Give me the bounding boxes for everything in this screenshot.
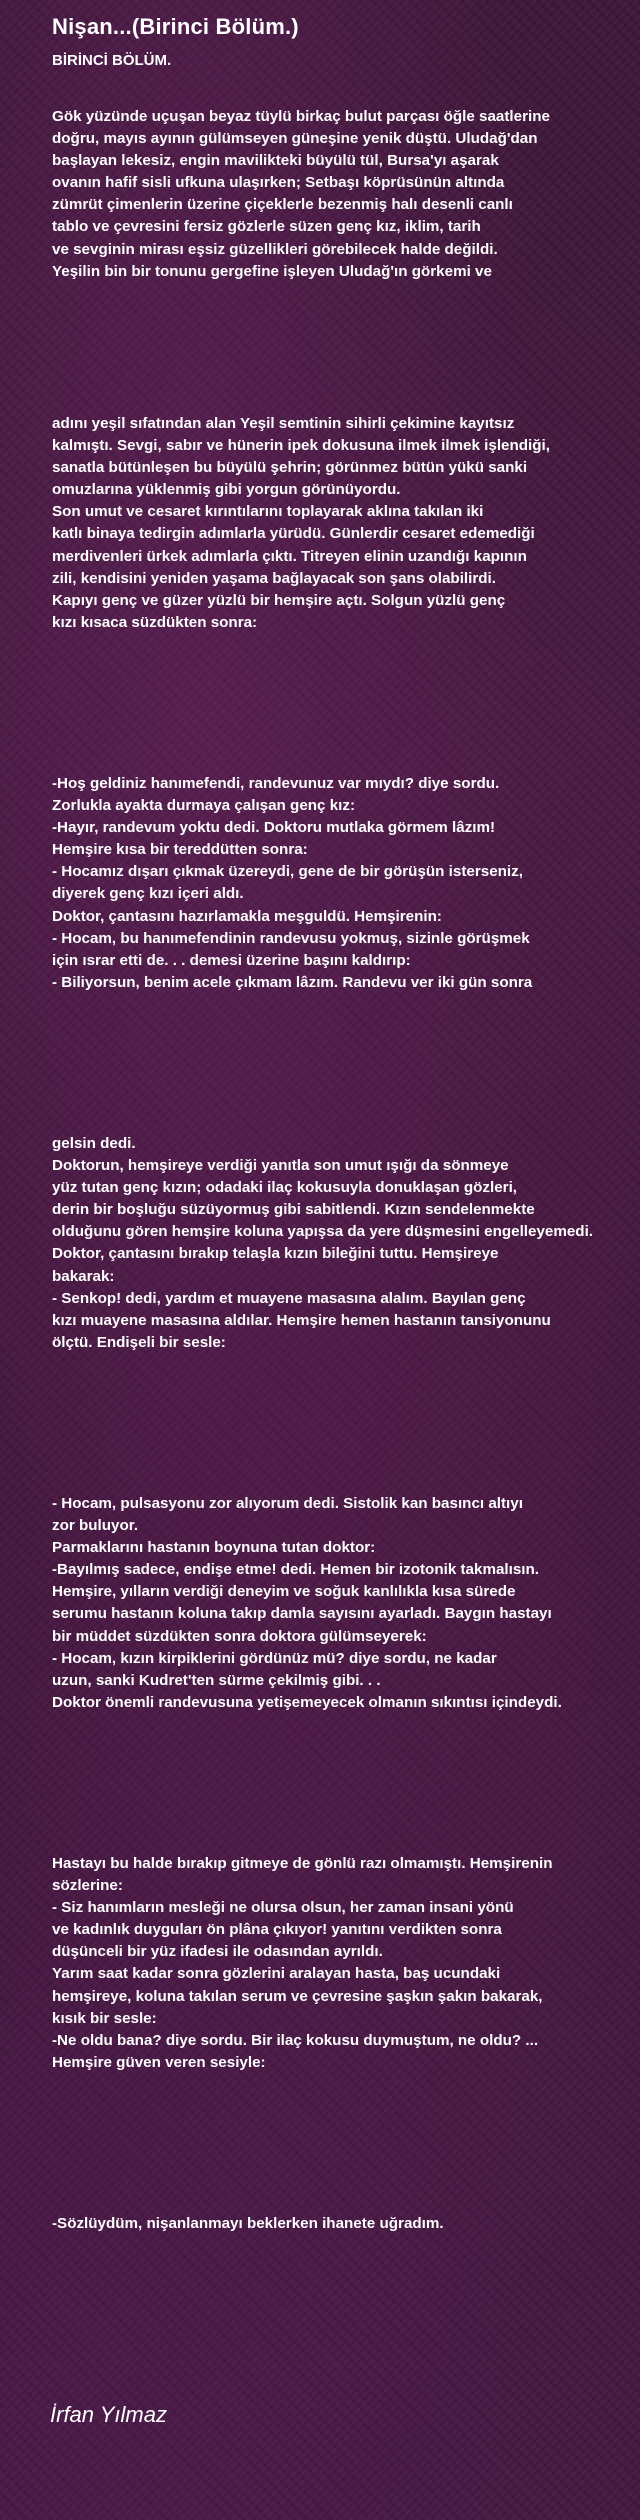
poem-line: Hemşire kısa bir tereddütten sonra:: [52, 841, 308, 859]
poem-line: katlı binaya tedirgin adımlarla yürüdü. Günlerdir cesaret edemediği: [52, 525, 535, 543]
paragraph-7: [52, 2213, 632, 2235]
poem-line: Yeşilin bin bir tonunu gergefine işleyen Uludağ'ın görkemi ve: [52, 262, 492, 280]
poem-line: - Hocam, kızın kirpiklerini gördünüz mü? diye sordu, ne kadar: [52, 1649, 497, 1667]
poem-line: kızı kısaca süzdükten sonra:: [52, 613, 258, 631]
poem-line: olduğunu gören hemşire koluna yapışsa da yere düşmesini engelleyemedi.: [52, 1223, 594, 1241]
poem-line: Doktorun, hemşireye verdiği yanıtla son umut ışığı da sönmeye: [52, 1157, 509, 1175]
paragraph-3: [52, 773, 632, 994]
poem-line: için ısrar etti de. . . demesi üzerine başını kaldırıp:: [52, 951, 411, 969]
poem-line: doğru, mayıs ayının gülümseyen güneşine yenik düştü. Uludağ'dan: [52, 130, 538, 148]
poem-line: zor buluyor.: [52, 1517, 139, 1535]
poem-title: Nişan...(Birinci Bölüm.): [52, 14, 299, 39]
poem-line: zili, kendisini yeniden yaşama bağlayacak son şans olabilirdi.: [52, 569, 496, 587]
poem-line: derin bir boşluğu süzüyormuş gibi sabitlendi. Kızın sendelenmekte: [52, 1201, 535, 1219]
paragraph-1: [52, 106, 632, 283]
poem-line: gelsin dedi.: [52, 1135, 136, 1152]
poem-line: yüz tutan genç kızın; odadaki ilaç kokusuyla donuklaşan gözleri,: [52, 1179, 518, 1197]
poem-line: Kapıyı genç ve güzer yüzlü bir hemşire açtı. Solgun yüzlü genç: [52, 591, 506, 609]
poem-line: Zorlukla ayakta durmaya çalışan genç kız:: [52, 797, 356, 815]
poem-line: Hastayı bu halde bırakıp gitmeye de gönlü razı olmamıştı. Hemşirenin: [52, 1855, 553, 1872]
poem-line: omuzlarına yüklenmiş gibi yorgun görünüyordu.: [52, 481, 401, 499]
poem-line: - Hocam, pulsasyonu zor alıyorum dedi. Sistolik kan basıncı altıyı: [52, 1495, 523, 1512]
paragraph-5: [52, 1493, 632, 1714]
poem-line: - Biliyorsun, benim acele çıkmam lâzım. Randevu ver iki gün sonra: [52, 973, 533, 991]
author-name: İrfan Yılmaz: [50, 2402, 167, 2427]
poem-line: hemşireye, koluna takılan serum ve çevresine şaşkın şakın bakarak,: [52, 1987, 543, 2005]
poem-line: sözlerine:: [52, 1877, 123, 1895]
poem-line: Hemşire güven veren sesiyle:: [52, 2053, 266, 2071]
poem-line: zümrüt çimenlerin üzerine çiçeklerle bezenmiş halı desenli canlı: [52, 196, 513, 214]
poem-line: - Hocamız dışarı çıkmak üzereydi, gene de bir görüşün isterseniz,: [52, 863, 523, 881]
poem-line: Doktor, çantasını bırakıp telaşla kızın bileğini tuttu. Hemşireye: [52, 1245, 499, 1263]
poem-line: başlayan lekesiz, engin mavilikteki büyülü tül, Bursa'yı aşarak: [52, 152, 499, 170]
poem-line: adını yeşil sıfatından alan Yeşil semtinin sihirli çekimine kayıtsız: [52, 415, 515, 432]
paragraph-2: [52, 413, 632, 634]
poem-line: Son umut ve cesaret kırıntılarını toplayarak aklına takılan iki: [52, 503, 484, 521]
poem-line: -Ne oldu bana? diye sordu. Bir ilaç kokusu duymuştum, ne oldu? ...: [52, 2031, 539, 2049]
poem-line: kısık bir sesle:: [52, 2009, 157, 2027]
section-heading: BİRİNCİ BÖLÜM.: [52, 52, 172, 69]
poem-line: kalmıştı. Sevgi, sabır ve hünerin ipek dokusuna ilmek ilmek işlendiği,: [52, 437, 550, 455]
poem-line: kızı muayene masasına aldılar. Hemşire hemen hastanın tansiyonunu: [52, 1311, 551, 1329]
paragraph-6: [52, 1853, 632, 2074]
poem-line: - Siz hanımların mesleği ne olursa olsun, her zaman insani yönü: [52, 1899, 514, 1917]
poem-line: Doktor önemli randevusuna yetişemeyecek olmanın sıkıntısı içindeydi.: [52, 1693, 562, 1711]
poem-line: merdivenleri ürkek adımlarla çıktı. Titreyen elinin uzandığı kapının: [52, 547, 527, 565]
poem-line: Hemşire, yılların verdiği deneyim ve soğuk kanlılıkla kısa sürede: [52, 1583, 516, 1601]
poem-line: Doktor, çantasını hazırlamakla meşguldü. Hemşirenin:: [52, 907, 442, 925]
poem-line: ve kadınlık duyguları ön plâna çıkıyor! yanıtını verdikten sonra: [52, 1921, 502, 1939]
paragraph-4: [52, 1133, 632, 1354]
poem-line: tablo ve çevresini fersiz gözlerle süzen genç kız, iklim, tarih: [52, 218, 481, 236]
poem-line: -Hayır, randevum yoktu dedi. Doktoru mutlaka görmem lâzım!: [52, 819, 496, 837]
poem-line: ölçtü. Endişeli bir sesle:: [52, 1333, 226, 1351]
poem-line: -Bayılmış sadece, endişe etme! dedi. Hemen bir izotonik takmalısın.: [52, 1561, 540, 1579]
poem-line: uzun, sanki Kudret'ten sürme çekilmiş gibi. . .: [52, 1671, 381, 1689]
poem-line: Parmaklarını hastanın boynuna tutan doktor:: [52, 1539, 376, 1557]
poem-line: diyerek genç kızı içeri aldı.: [52, 885, 244, 903]
poem-line: Gök yüzünde uçuşan beyaz tüylü birkaç bulut parçası öğle saatlerine: [52, 108, 550, 125]
poem-line: sanatla bütünleşen bu büyülü şehrin; görünmez bütün yükü sanki: [52, 459, 528, 477]
poem-line: ovanın hafif sisli ufkuna ulaşırken; Setbaşı köprüsünün altında: [52, 174, 505, 192]
poem-line: ve sevginin mirası eşsiz güzellikleri görebilecek halde değildi.: [52, 240, 498, 258]
poem-line: serumu hastanın koluna takıp damla sayısını ayarladı. Baygın hastayı: [52, 1605, 552, 1623]
poem-line: bir müddet süzdükten sonra doktora gülümseyerek:: [52, 1627, 427, 1645]
poem-line: Yarım saat kadar sonra gözlerini aralayan hasta, baş ucundaki: [52, 1965, 501, 1983]
poem-line: - Senkop! dedi, yardım et muayene masasına alalım. Bayılan genç: [52, 1289, 526, 1307]
poem-line: bakarak:: [52, 1267, 115, 1285]
poem-line: -Sözlüydüm, nişanlanmayı beklerken ihanete uğradım.: [52, 2215, 444, 2232]
poem-line: -Hoş geldiniz hanımefendi, randevunuz var mıydı? diye sordu.: [52, 775, 500, 792]
poem-line: düşünceli bir yüz ifadesi ile odasından ayrıldı.: [52, 1943, 383, 1961]
poem-line: - Hocam, bu hanımefendinin randevusu yokmuş, sizinle görüşmek: [52, 929, 530, 947]
